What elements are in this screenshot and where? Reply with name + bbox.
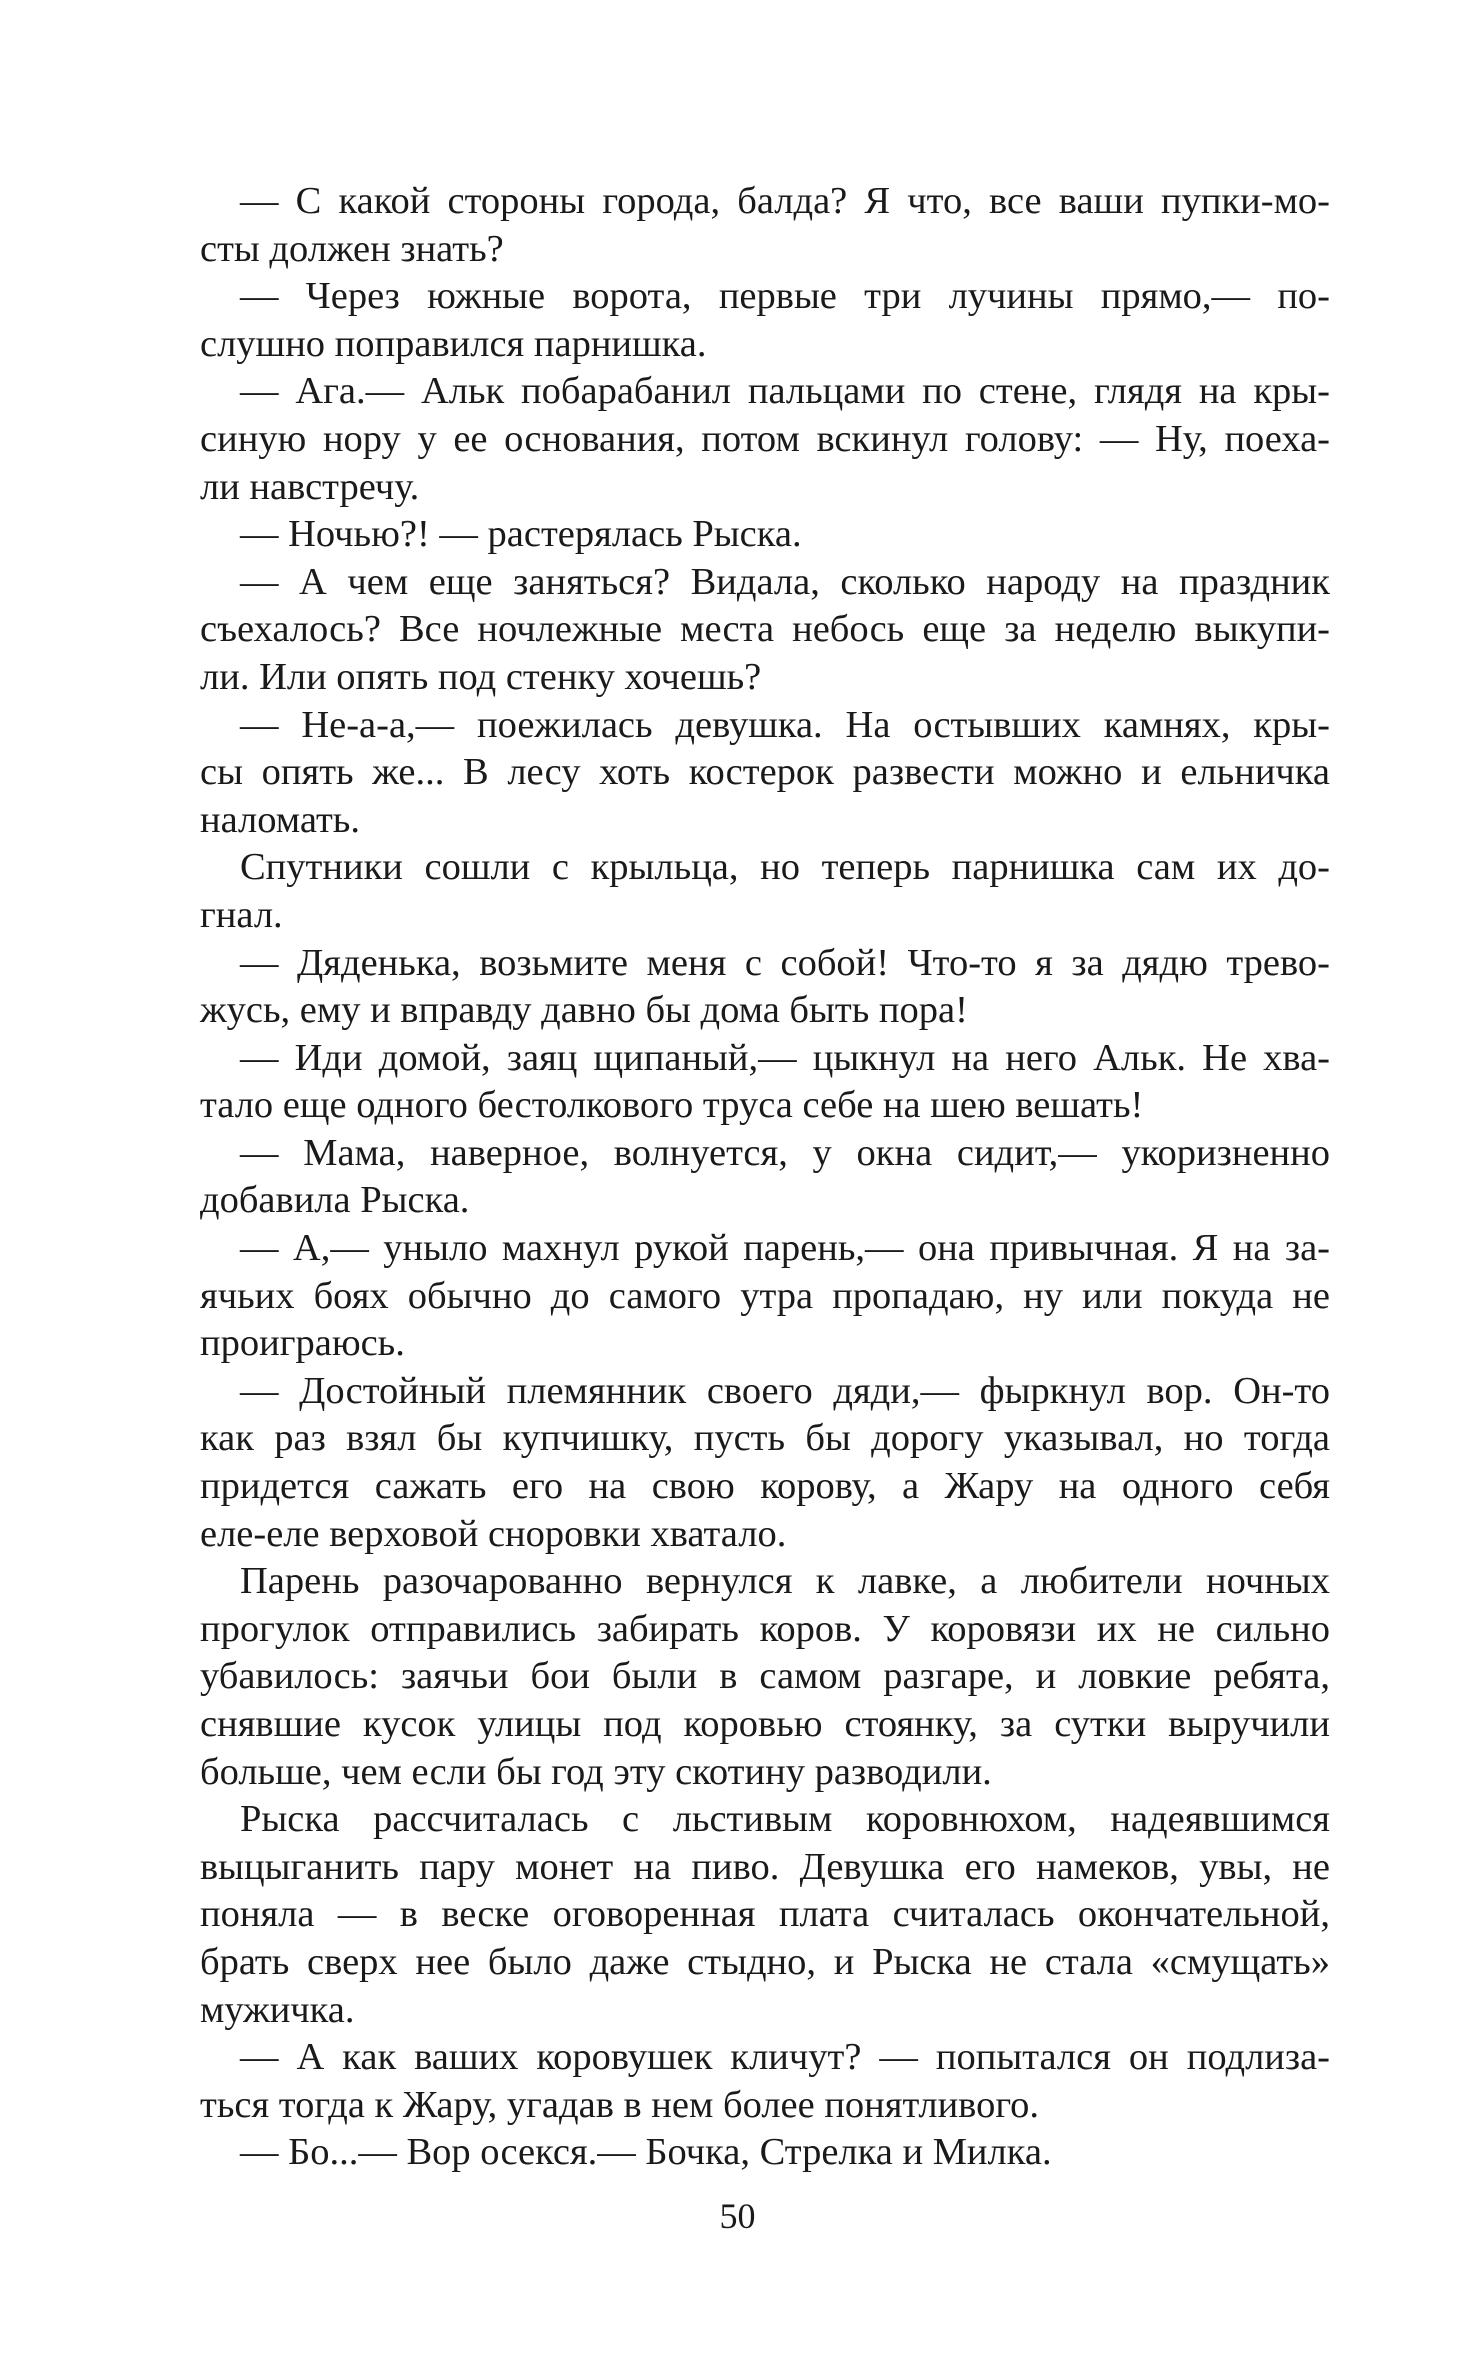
text-line: гнал.: [200, 893, 283, 936]
text-line: убавилось: заячьи бои были в самом разгаре, и ловкие ребята,: [200, 1655, 1330, 1698]
text-line: ться тогда к Жару, угадав в нем более понятливого.: [200, 2083, 1040, 2126]
text-line: — Дяденька, возьмите меня с собой! Что-то я за дядю трево-: [240, 941, 1330, 984]
text-line: проиграюсь.: [200, 1322, 405, 1365]
text-line: поняла — в веске оговоренная плата считалась окончательной,: [200, 1893, 1330, 1936]
text-line: — А чем еще заняться? Видала, сколько народу на праздник: [240, 560, 1330, 603]
text-line: съехалось? Все ночлежные места небось еще за неделю выкупи-: [200, 608, 1330, 651]
text-line: еле-еле верховой сноровки хватало.: [200, 1512, 787, 1555]
text-line: добавила Рыска.: [200, 1179, 470, 1222]
text-line: — Мама, наверное, волнуется, у окна сидит,— укоризненно: [240, 1131, 1330, 1174]
text-line: — Иди домой, заяц щипаный,— цыкнул на него Альк. Не хва-: [240, 1036, 1330, 1079]
text-line: больше, чем если бы год эту скотину разводили.: [200, 1750, 992, 1793]
text-line: — А как ваших коровушек кличут? — попытался он подлиза-: [240, 2036, 1330, 2079]
page-number: 50: [719, 2196, 756, 2236]
text-line: синую нору у ее основания, потом вскинул голову: — Ну, поеха-: [200, 417, 1330, 460]
text-line: выцыганить пару монет на пиво. Девушка его намеков, увы, не: [200, 1845, 1330, 1888]
text-line: снявшие кусок улицы под коровью стоянку, за сутки выручили: [200, 1703, 1330, 1745]
text-line: ли. Или опять под стенку хочешь?: [200, 655, 762, 698]
body-text: [200, 178, 1330, 2177]
text-line: — Не-а-а,— поежилась девушка. На остывших камнях, кры-: [240, 703, 1330, 746]
text-line: тало еще одного бестолкового труса себе на шею вешать!: [200, 1084, 1144, 1127]
text-line: наломать.: [200, 798, 360, 841]
text-line: — Ночью?! — растерялась Рыска.: [240, 513, 802, 556]
text-line: Спутники сошли с крыльца, но теперь парнишка сам их до-: [240, 846, 1330, 889]
text-line: как раз взял бы купчишку, пусть бы дорогу указывал, но тогда: [200, 1417, 1330, 1460]
text-line: прогулок отправились забирать коров. У коровязи их не сильно: [200, 1607, 1330, 1650]
text-line: слушно поправился парнишка.: [200, 322, 707, 365]
text-line: — Бо...— Вор осекся.— Бочка, Стрелка и Милка.: [240, 2131, 1052, 2174]
text-line: мужичка.: [200, 1988, 355, 2031]
text-line: Рыска рассчиталась с льстивым коровнюхом, надеявшимся: [240, 1798, 1330, 1841]
text-line: — Достойный племянник своего дяди,— фыркнул вор. Он-то: [240, 1369, 1330, 1412]
text-line: сы опять же... В лесу хоть костерок развести можно и ельничка: [200, 751, 1330, 794]
text-line: ли навстречу.: [200, 465, 420, 508]
text-line: сты должен знать?: [200, 227, 504, 270]
text-line: придется сажать его на свою корову, а Жару на одного себя: [200, 1465, 1330, 1508]
text-line: — А,— уныло махнул рукой парень,— она привычная. Я на за-: [240, 1227, 1330, 1270]
text-line: брать сверх нее было даже стыдно, и Рыска не стала «смущать»: [200, 1940, 1330, 1983]
text-line: жусь, ему и вправду давно бы дома быть пора!: [200, 989, 968, 1032]
text-line: — Ага.— Альк побарабанил пальцами по стене, глядя на кры-: [240, 370, 1330, 413]
text-line: Парень разочарованно вернулся к лавке, а любители ночных: [240, 1560, 1330, 1603]
text-line: — Через южные ворота, первые три лучины прямо,— по-: [240, 275, 1330, 318]
text-line: ячьих боях обычно до самого утра пропадаю, ну или покуда не: [200, 1274, 1330, 1317]
text-line: — С какой стороны города, балда? Я что, все ваши пупки-мо-: [240, 180, 1330, 222]
